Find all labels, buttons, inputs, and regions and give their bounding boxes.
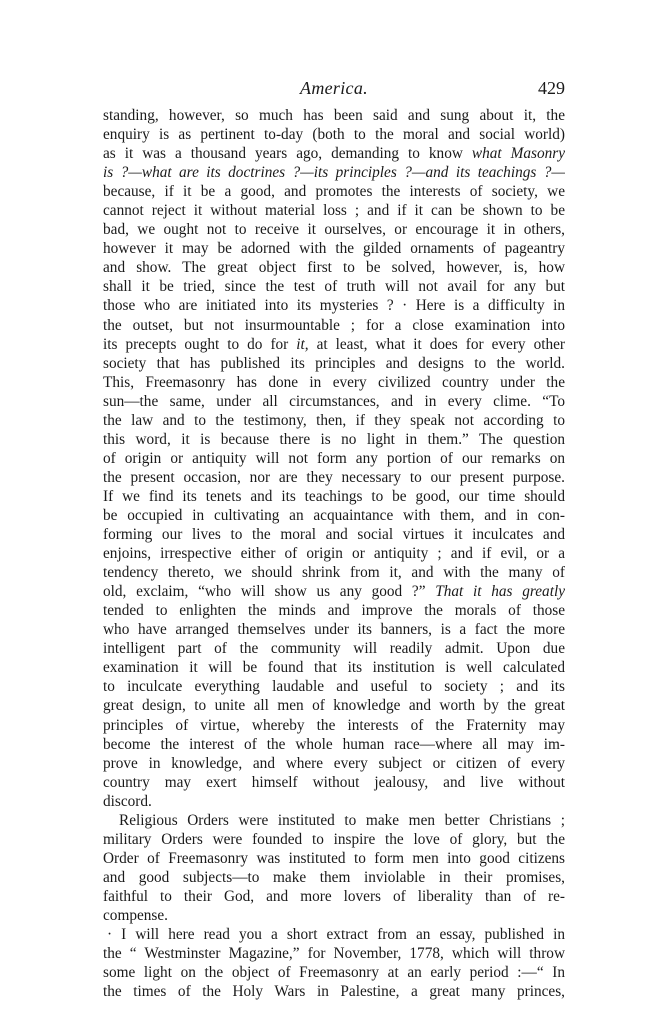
text-line: tendency thereto, we should shrink from it, and with the many of xyxy=(103,564,565,582)
text-line: and good subjects—to make them inviolable in their promises, xyxy=(103,868,565,886)
text-line: military Orders were founded to inspire the love of glory, but the xyxy=(103,830,565,848)
text-line: faithful to their God, and more lovers of liberality than of re- xyxy=(103,887,565,905)
text-line: Religious Orders were instituted to make men better Christians ; xyxy=(119,811,565,829)
text-line: This, Freemasonry has done in every civilized country under the xyxy=(103,373,565,391)
italic-text: what Masonry xyxy=(471,145,565,163)
text-line: the times of the Holy Wars in Palestine, a great many princes, xyxy=(103,983,565,1001)
text-line: shall it be tried, since the test of truth will not avail for any but xyxy=(103,278,565,296)
text-line: country may exert himself without jealousy, and live without xyxy=(103,773,565,791)
italic-text: is ?—what are its doctrines ?—its principles ?—and its teachings ?— xyxy=(103,164,565,182)
text-line: tended to enlighten the minds and improve the morals of those xyxy=(103,602,565,620)
italic-text: That it has greatly xyxy=(435,583,565,601)
text-line: bad, we ought not to receive it ourselves, or encourage it in others, xyxy=(103,221,565,239)
text-line: and show. The great object first to be solved, however, is, how xyxy=(103,259,565,277)
text-segment: at least, what it does for every other xyxy=(308,335,565,353)
text-line: the present occasion, nor are they necessary to our present purpose. xyxy=(103,468,565,486)
text-line: sun—the same, under all circumstances, and in every clime. “To xyxy=(103,392,565,410)
text-line: examination it will be found that its institution is well calculated xyxy=(103,659,565,677)
text-line: the law and to the testimony, then, if they speak not according to xyxy=(103,411,565,429)
text-line: discord. xyxy=(103,792,152,810)
text-line: great design, to unite all men of knowledge and worth by the great xyxy=(103,697,565,715)
text-line: to inculcate everything laudable and useful to society ; and its xyxy=(103,678,565,696)
page-number: 429 xyxy=(538,78,565,98)
page-header xyxy=(103,76,565,100)
text-line xyxy=(103,335,565,354)
body-text xyxy=(103,106,565,1001)
text-line xyxy=(103,163,565,182)
text-line: enjoins, irrespective either of origin or antiquity ; and if evil, or a xyxy=(103,545,565,563)
italic-text: it, xyxy=(296,335,309,353)
text-line: enquiry is as pertinent to-day (both to the moral and social world) xyxy=(103,126,565,144)
text-line xyxy=(103,582,565,601)
text-line: however it may be adorned with the gilded ornaments of pageantry xyxy=(103,240,565,258)
text-line: the “ Westminster Magazine,” for November, 1778, which will throw xyxy=(103,945,565,963)
text-line: intelligent part of the community will readily admit. Upon due xyxy=(103,640,565,658)
text-line: Order of Freemasonry was instituted to form men into good citizens xyxy=(103,849,565,867)
text-line: be occupied in cultivating an acquaintance with them, and in con- xyxy=(103,506,565,524)
text-line: of origin or antiquity will not form any portion of our remarks on xyxy=(103,449,565,467)
text-line: because, if it be a good, and promotes the interests of society, we xyxy=(103,183,565,201)
text-line: If we find its tenets and its teachings to be good, our time should xyxy=(103,487,565,505)
text-line: forming our lives to the moral and social virtues it inculcates and xyxy=(103,526,565,544)
text-line: prove in knowledge, and where every subject or citizen of every xyxy=(103,754,565,772)
text-line: cannot reject it without material loss ; and if it can be shown to be xyxy=(103,202,565,220)
text-line: become the interest of the whole human race—where all may im- xyxy=(103,735,565,753)
text-line: standing, however, so much has been said and sung about it, the xyxy=(103,107,565,124)
text-line: who have arranged themselves under its banners, is a fact the more xyxy=(103,621,565,639)
text-line: some light on the object of Freemasonry at an early period :—“ In xyxy=(103,964,565,982)
text-segment: old, exclaim, “who will show us any good ?” xyxy=(103,583,436,601)
text-segment: as it was a thousand years ago, demanding to know xyxy=(103,145,472,163)
text-line xyxy=(103,144,565,163)
text-line: this word, it is because there is no light in them.” The question xyxy=(103,430,565,448)
text-segment: its precepts ought to do for xyxy=(103,335,297,353)
text-line: compense. xyxy=(103,906,168,924)
running-title: America. xyxy=(300,78,368,98)
text-line: society that has published its principles and designs to the world. xyxy=(103,354,565,372)
text-line: principles of virtue, whereby the interests of the Fraternity may xyxy=(103,716,565,734)
text-line: · I will here read you a short extract from an essay, published in xyxy=(107,926,565,944)
text-line: the outset, but not insurmountable ; for a close examination into xyxy=(103,316,565,334)
text-line: those who are initiated into its mysteries ? · Here is a difficulty in xyxy=(103,297,565,315)
